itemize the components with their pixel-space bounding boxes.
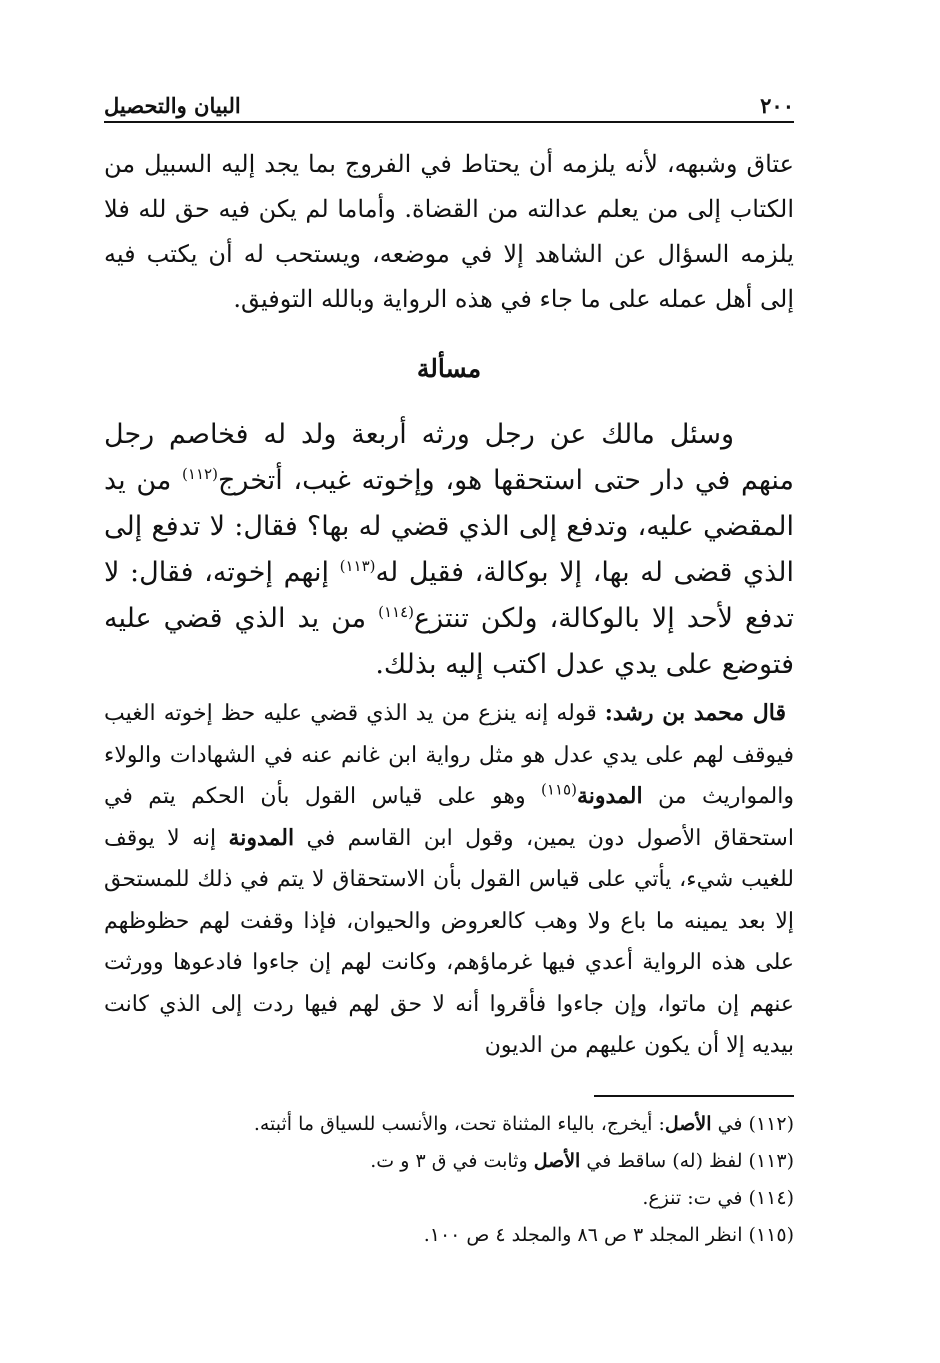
footnote-ref-112[interactable]: (١١٢) (182, 465, 218, 483)
footnote-number: (١١٤) (748, 1187, 794, 1209)
source-title-mudawwana: المدونة (576, 783, 643, 809)
footnote-ref-115[interactable]: (١١٥) (541, 780, 577, 799)
commentary-text-3: إنه لا يوقف للغيب شيء، يأتي على قياس القول بأن الاستحقاق لا يتم في ذلك للمستحق إلا بعد يمينه ما باع ولا وهب كالعروض والحيوان، فإذا وقفت لهم حظوظهم على هذه الرواية أعدي فيها غرماؤهم، وكانت لهم إن جاءوا فادعوها وورثت عنهم إن ماتوا، وإن جاءوا فأقروا أنه لا حق لهم فيها ردت إلى الذي كانت بيديه إلا أن يكون عليهم من الديون (104, 825, 794, 1058)
footnote-number: (١١٥) (748, 1224, 794, 1246)
footnote-item: (١١٢) في الأصل: أيخرج، بالياء المثناة تحت، والأنسب للسياق ما أثبته. (253, 1113, 794, 1135)
footnote-item: (١١٣) لفظ (له) ساقط في الأصل وثابت في ق ٣ و ت. (370, 1150, 794, 1172)
paragraph-continued: عتاق وشبهه، لأنه يلزمه أن يحتاط في الفروج بما يجد إليه السبيل من الكتاب إلى من يعلم عدالته من القضاة. وأماما لم يكن فيه حق لله فلا يلزمه السؤال عن الشاهد إلا في موضعه، ويستحب له أن يكتب فيه إلى أهل عمله على ما جاء في هذه الرواية وبالله التوفيق. (104, 150, 795, 313)
book-page (104, 0, 794, 1363)
footnote-ref-114[interactable]: (١١٤) (378, 603, 415, 621)
book-title: البيان والتحصيل (104, 93, 241, 118)
footnote-number: (١١٢) (748, 1113, 794, 1135)
footnote-number: (١١٣) (748, 1150, 794, 1172)
question-paragraph (104, 412, 794, 688)
question-text-4: من يد الذي قضي عليه فتوضع على يدي عدل اكتب إليه بذلك. (104, 603, 794, 680)
header-rule (104, 121, 794, 123)
commentary-text-1: قوله إنه ينزع من يد الذي قضي عليه حظ إخوته الغيب فيوقف لهم على يدي عدل هو مثل رواية ابن غانم عنه في الشهادات والولاء والمواريث من (104, 701, 794, 809)
page-number: ٢٠٠ (760, 93, 794, 118)
question-text-2: من يد المقضي عليه، وتدفع إلى الذي قضي له بها؟ فقال: لا تدفع إلى الذي قضى له بها، إلا بوكالة، فقيل له (104, 465, 795, 588)
commentary-speaker: قال محمد بن رشد: (604, 700, 787, 726)
source-title-mudawwana-2: المدونة (228, 824, 295, 851)
running-header (104, 88, 794, 118)
footnote-bold-term: الأصل (533, 1150, 581, 1172)
commentary-text-2: وهو على قياس القول بأن الحكم يتم في استحقاق الأصول دون يمين، وقول ابن القاسم في (104, 784, 794, 851)
footnote-item: (١١٥) انظر المجلد ٣ ص ٨٦ والمجلد ٤ ص ١٠٠. (423, 1224, 794, 1246)
footnote-item: (١١٤) في ت: تنزع. (642, 1187, 794, 1209)
section-title: مسألة (416, 354, 482, 383)
footnotes-list (104, 1106, 794, 1254)
question-text-3: إنهم إخوته، فقال: لا تدفع لأحد إلا بالوكالة، ولكن تنتزع (104, 557, 794, 634)
question-text-1: وسئل مالك عن رجل ورثه أربعة ولد له فخاصم رجل منهم في دار حتى استحقها هو، وإخوته غيب، أتخرج (104, 419, 794, 496)
footnote-ref-113[interactable]: (١١٣) (339, 557, 376, 575)
commentary-paragraph (104, 693, 794, 1067)
footnote-rule (594, 1095, 794, 1097)
footnote-bold-term: الأصل (664, 1113, 712, 1135)
